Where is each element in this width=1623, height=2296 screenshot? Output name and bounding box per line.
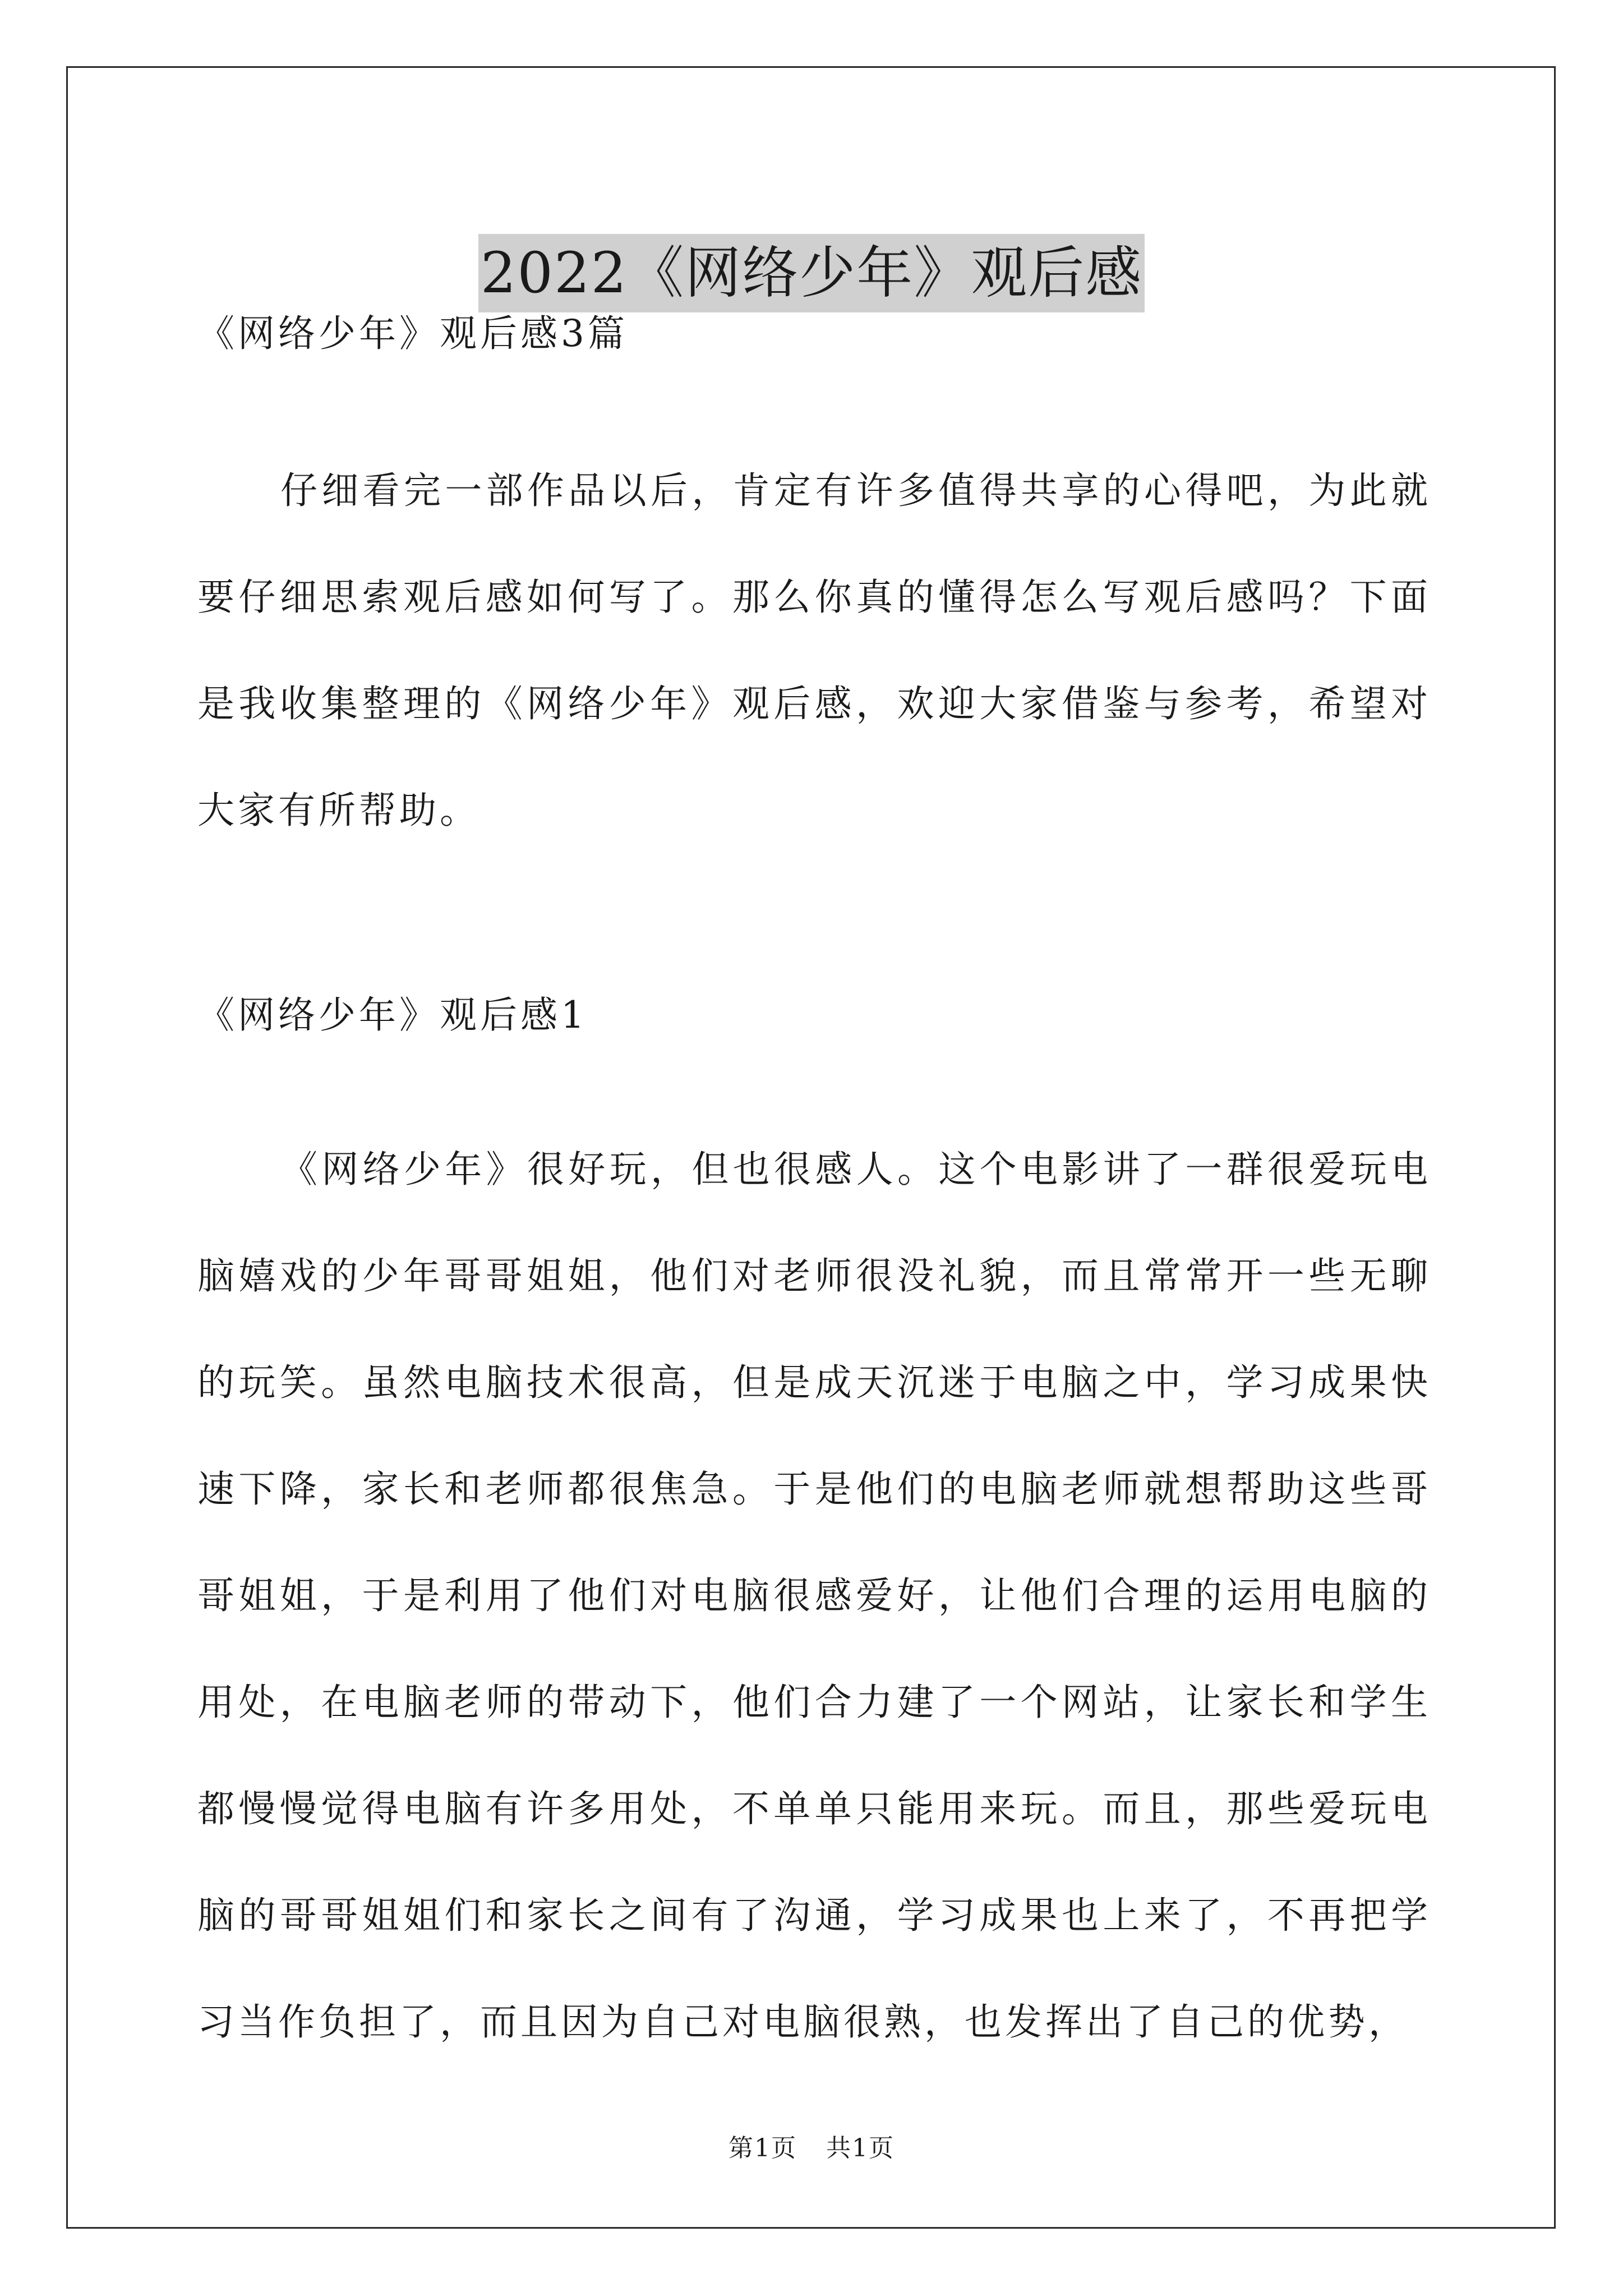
page-number-total: 共1页 — [826, 2134, 895, 2162]
section1-header — [197, 993, 1431, 1038]
document-title: 2022《网络少年》观后感 — [478, 234, 1145, 312]
intro-section — [197, 311, 1431, 356]
page-footer — [0, 2132, 1623, 2165]
page-number-current: 第1页 — [728, 2134, 797, 2162]
section1-heading: 《网络少年》观后感1 — [197, 993, 588, 1037]
section1-body — [197, 1116, 1431, 2076]
intro-paragraph: 仔细看完一部作品以后，肯定有许多值得共享的心得吧，为此就要仔细思索观后感如何写了。那么你真的懂得怎么写观后感吗？下面是我收集整理的《网络少年》观后感，欢迎大家借鉴与参考，希望对大家有所帮助。 — [197, 469, 1431, 832]
intro-heading: 《网络少年》观后感3篇 — [197, 312, 628, 355]
section1-paragraph: 《网络少年》很好玩，但也很感人。这个电影讲了一群很爱玩电脑嬉戏的少年哥哥姐姐，他们对老师很没礼貌，而且常常开一些无聊的玩笑。虽然电脑技术很高，但是成天沉迷于电脑之中，学习成果快速下降，家长和老师都很焦急。于是他们的电脑老师就想帮助这些哥哥姐姐，于是利用了他们对电脑很感爱好，让他们合理的运用电脑的用处，在电脑老师的带动下，他们合力建了一个网站，让家长和学生都慢慢觉得电脑有许多用处，不单单只能用来玩。而且，那些爱玩电脑的哥哥姐姐们和家长之间有了沟通，学习成果也上来了，不再把学习当作负担了，而且因为自己对电脑很熟，也发挥出了自己的优势， — [197, 1148, 1431, 2044]
intro-body — [197, 438, 1431, 864]
